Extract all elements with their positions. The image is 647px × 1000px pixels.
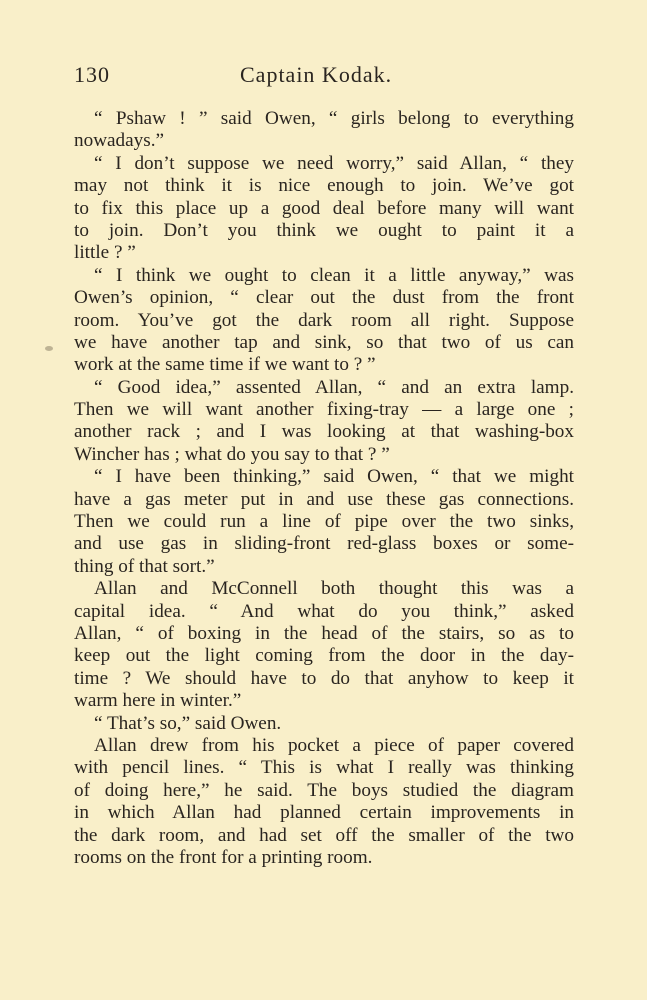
text-line: warm here in winter.” bbox=[74, 690, 242, 712]
text-line: nowadays.” bbox=[74, 130, 165, 152]
text-line: “ That’s so,” said Owen. bbox=[94, 712, 282, 734]
text-line: time ? We should have to do that anyhow to keep it bbox=[74, 667, 574, 689]
text-line: Allan and McConnell both thought this was a bbox=[94, 578, 574, 600]
text-line: “ Good idea,” assented Allan, “ and an extra lamp. bbox=[94, 376, 574, 398]
running-title: Captain Kodak. bbox=[240, 62, 393, 87]
text-line: Allan drew from his pocket a piece of paper covered bbox=[94, 734, 574, 756]
text-line: another rack ; and I was looking at that washing-box bbox=[74, 421, 574, 443]
text-line: “ I think we ought to clean it a little anyway,” was bbox=[94, 264, 574, 286]
text-line: to join. Don’t you think we ought to paint it a bbox=[74, 219, 574, 241]
text-line: Wincher has ; what do you say to that ? ” bbox=[74, 443, 390, 465]
text-line: and use gas in sliding-front red-glass boxes or some- bbox=[74, 533, 574, 555]
running-header bbox=[74, 62, 574, 94]
text-line: room. You’ve got the dark room all right. Suppose bbox=[74, 309, 574, 331]
text-line: work at the same time if we want to ? ” bbox=[74, 354, 376, 376]
page-number: 130 bbox=[74, 62, 110, 87]
text-line: keep out the light coming from the door in the day- bbox=[74, 645, 574, 667]
text-line: Then we will want another fixing-tray — a large one ; bbox=[74, 399, 574, 421]
paper-blemish bbox=[45, 346, 53, 351]
text-line: “ I have been thinking,” said Owen, “ that we might bbox=[94, 466, 574, 488]
text-line: may not think it is nice enough to join. We’ve got bbox=[74, 175, 574, 197]
text-line: we have another tap and sink, so that two of us can bbox=[74, 331, 574, 353]
text-line: in which Allan had planned certain improvements in bbox=[74, 802, 574, 824]
text-line: Allan, “ of boxing in the head of the stairs, so as to bbox=[74, 622, 574, 644]
text-line: “ I don’t suppose we need worry,” said Allan, “ they bbox=[94, 152, 574, 174]
text-line: Owen’s opinion, “ clear out the dust from the front bbox=[74, 287, 574, 309]
text-line: of doing here,” he said. The boys studied the diagram bbox=[74, 779, 574, 801]
text-line: thing of that sort.” bbox=[74, 555, 215, 577]
body-text bbox=[74, 108, 574, 869]
text-line: “ Pshaw ! ” said Owen, “ girls belong to everything bbox=[94, 108, 574, 129]
text-line: little ? ” bbox=[74, 242, 136, 264]
text-line: to fix this place up a good deal before many will want bbox=[74, 197, 574, 219]
text-line: rooms on the front for a printing room. bbox=[74, 846, 373, 868]
text-line: have a gas meter put in and use these gas connections. bbox=[74, 488, 574, 510]
text-line: Then we could run a line of pipe over the two sinks, bbox=[74, 511, 574, 533]
text-line: with pencil lines. “ This is what I really was thinking bbox=[74, 757, 574, 779]
text-line: the dark room, and had set off the smaller of the two bbox=[74, 824, 574, 846]
text-line: capital idea. “ And what do you think,” asked bbox=[74, 600, 574, 622]
